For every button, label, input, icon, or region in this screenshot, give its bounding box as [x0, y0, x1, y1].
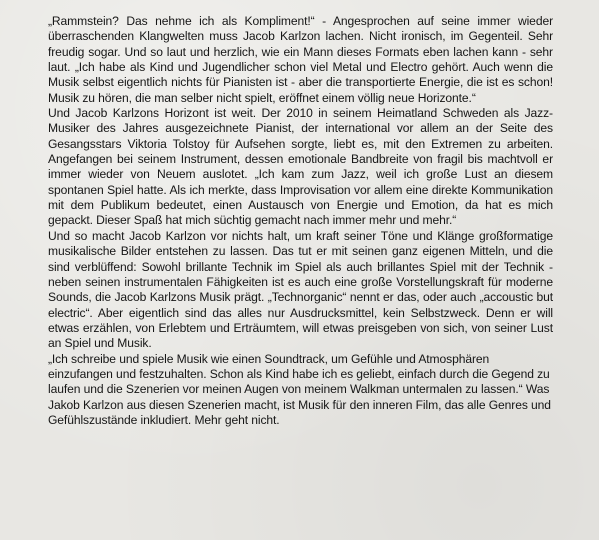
paragraph-rammstein-quote: „Rammstein? Das nehme ich als Kompliment!“ - Angesprochen auf seine immer wieder überraschenden Klangwelten muss Jacob Karlzon lachen. Nicht ironisch, im Gegenteil. Sehr freudig sogar. Und so laut und herzlich, wie ein Mann dieses Formats eben lachen kann - sehr laut. „Ich habe als Kind und Jugendlicher schon viel Metal und Electro gehört. Auch wenn die Musik selbst eigentlich nichts für Pianisten ist - aber die transportierte Energie, die ist es schon! Musik zu hören, die man selber nicht spielt, eröffnet einem völlig neue Horizonte.“	[48, 14, 553, 105]
paragraph-horizon: Und Jacob Karlzons Horizont ist weit. Der 2010 in seinem Heimatland Schweden als Jazz-Musiker des Jahres ausgezeichnete Pianist, der international vor allem an der Seite des Gesangsstars Viktoria Tolstoy für Aufsehen sorgte, liebt es, mit den Extremen zu arbeiten. Angefangen bei seinem Instrument, dessen emotionale Bandbreite von fragil bis machtvoll er immer wieder von Neuem auslotet. „Ich kam zum Jazz, weil ich große Lust an diesem spontanen Spiel hatte. Als ich merkte, dass Improvisation vor allem eine direkte Kommunikation mit dem Publikum bedeutet, einen Austausch von Energie und Emotion, da hat es mich gepackt. Dieser Spaß hat mich süchtig gemacht nach immer mehr und mehr.“	[48, 106, 553, 228]
paragraph-soundtrack: „Ich schreibe und spiele Musik wie einen Soundtrack, um Gefühle und Atmosphären einzufangen und festzuhalten. Schon als Kind habe ich es geliebt, einfach durch die Gegend zu laufen und die Szenerien vor meinen Augen von meinem Walkman untermalen zu lassen.“ Was Jakob Karlzon aus diesen Szenerien macht, ist Musik für den inneren Film, das alle Genres und Gefühlszustände inkludiert. Mehr geht nicht.	[48, 351, 551, 427]
liner-notes-text	[48, 14, 553, 428]
paragraph-technorganic: Und so macht Jacob Karlzon vor nichts halt, um kraft seiner Töne und Klänge großformatige musikalische Bilder entstehen zu lassen. Das tut er mit seinen ganz eigenen Mitteln, und die sind verblüffend: Sowohl brillante Technik im Spiel als auch brillantes Spiel mit der Technik - neben seinen instrumentalen Fähigkeiten ist es auch eine große Vorstellungskraft für moderne Sounds, die Jacob Karlzons Musik prägt. „Technorganic“ nennt er das, oder auch „accoustic but electric“. Aber eigentlich sind das alles nur Ausdrucksmittel, kein Selbstzweck. Denn er will etwas erzählen, von Erlebtem und Erträumtem, will etwas preisgeben von sich, von seiner Lust an Spiel und Musik.	[48, 228, 553, 351]
